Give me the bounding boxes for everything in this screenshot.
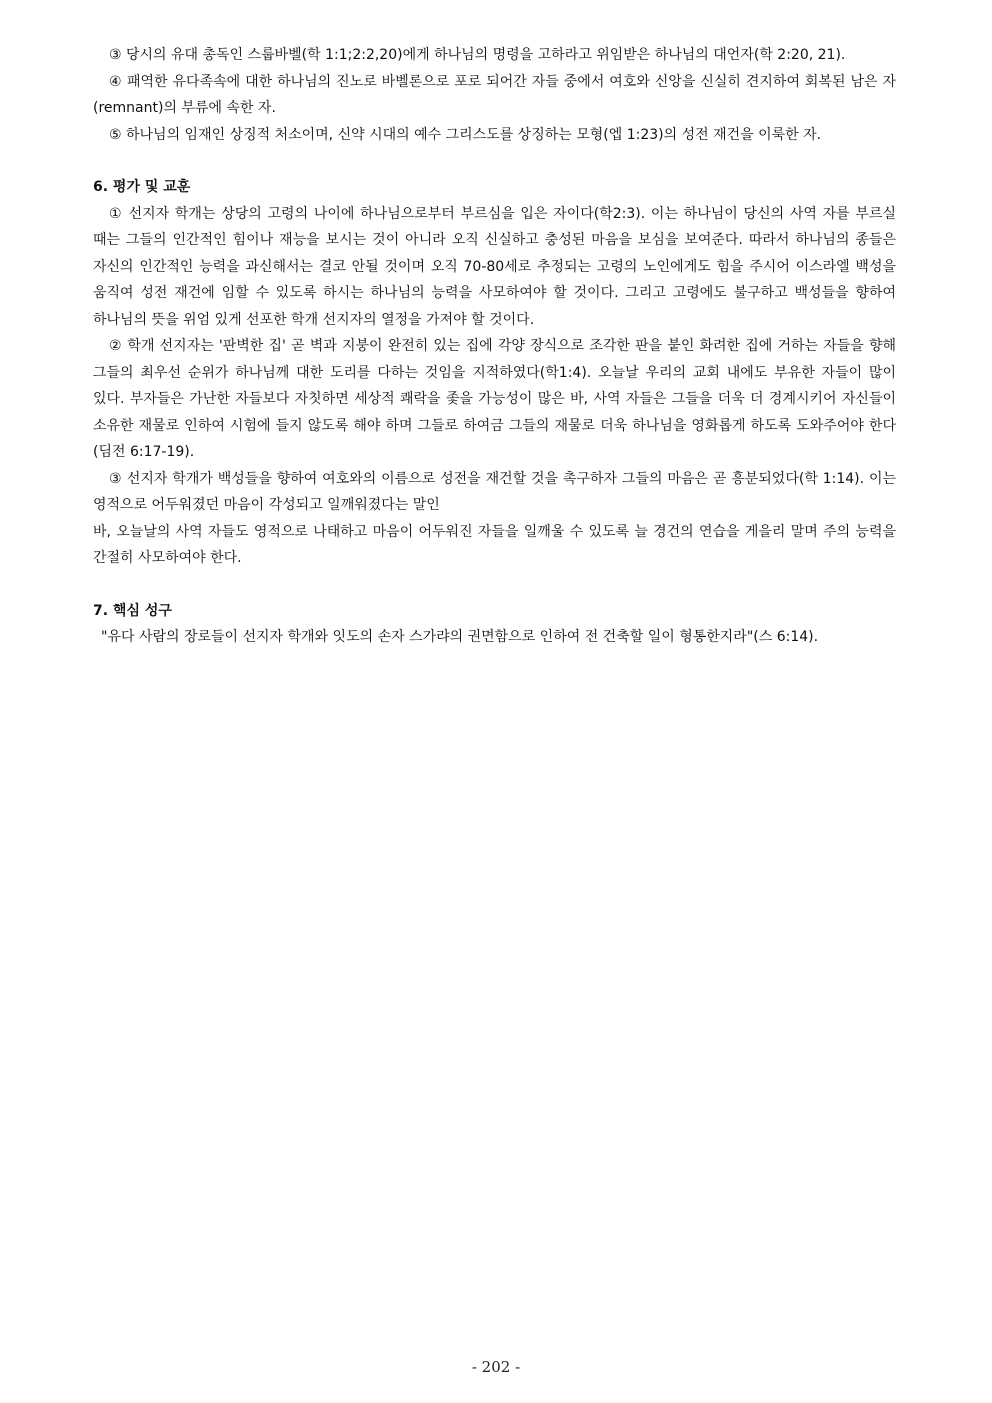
section6-item-2: ② 학개 선지자는 '판벽한 집' 곧 벽과 지붕이 완전히 있는 집에 각양 장식으로 조각한 판을 붙인 화려한 집에 거하는 자들을 향해 그들의 최우선 순위가 하나님께 대한 도리를 다하는 것임을 지적하였다(학1:4). 오늘날 우리의 교회 내에도 부유한 자들이 많이 있다. 부자들은 가난한 자들보다 자칫하면 세상적 쾌락을 좇을 가능성이 많은 바, 사역 자들은 그들을 더욱 더 경계시키어 자신들이 소유한 재물로 인하여 시험에 들지 않도록 해야 하며 그들로 하여금 그들의 재물로 더욱 하나님을 영화롭게 하도록 도와주어야 한다(딤전 6:17-19). [93, 338, 896, 460]
section6-heading: 6. 평가 및 교훈 [93, 179, 191, 195]
section-spacer [93, 148, 896, 174]
section-spacer [93, 572, 896, 598]
key-verse: "유다 사람의 장로들이 선지자 학개와 잇도의 손자 스가랴의 권면함으로 인하여 전 건축할 일이 형통한지라"(스 6:14). [101, 629, 819, 645]
document-page [93, 42, 896, 651]
section6-item-3-continued: 바, 오늘날의 사역 자들도 영적으로 나태하고 마음이 어두워진 자들을 일깨울 수 있도록 늘 경건의 연습을 게을리 말며 주의 능력을 간절히 사모하여야 한다. [93, 523, 896, 566]
section7-heading: 7. 핵심 성구 [93, 602, 172, 619]
section5-item-4: ④ 패역한 유다족속에 대한 하나님의 진노로 바벨론으로 포로 되어간 자들 중에서 여호와 신앙을 신실히 견지하여 회복된 남은 자(remnant)의 부류에 속한 자. [93, 73, 896, 116]
section6-item-1: ① 선지자 학개는 상당의 고령의 나이에 하나님으로부터 부르심을 입은 자이다(학2:3). 이는 하나님이 당신의 사역 자를 부르실 때는 그들의 인간적인 힘이나 재능을 보시는 것이 아니라 오직 신실하고 충성된 마음을 보심을 보여준다. 따라서 하나님의 종들은 자신의 인간적인 능력을 과신해서는 결코 안될 것이며 오직 70-80세로 추정되는 고령의 노인에게도 힘을 주시어 이스라엘 백성을 움직여 성전 재건에 임할 수 있도록 하시는 하나님의 능력을 사모하여야 할 것이다. 그리고 고령에도 불구하고 백성들을 향하여 하나님의 뜻을 위엄 있게 선포한 학개 선지자의 열정을 가져야 할 것이다. [93, 205, 896, 328]
section5-item-5: ⑤ 하나님의 임재인 상징적 처소이며, 신약 시대의 예수 그리스도를 상징하는 모형(엡 1:23)의 성전 재건을 이룩한 자. [109, 126, 822, 143]
section5-item-3: ③ 당시의 유대 총독인 스룹바벨(학 1:1;2:2,20)에게 하나님의 명령을 고하라고 위임받은 하나님의 대언자(학 2:20, 21). [109, 47, 846, 63]
page-number: - 202 - [471, 1358, 521, 1376]
section6-item-3: ③ 선지자 학개가 백성들을 향하여 여호와의 이름으로 성전을 재건할 것을 촉구하자 그들의 마음은 곧 흥분되었다(학 1:14). 이는 영적으로 어두워졌던 마음이 각성되고 일깨워졌다는 말인 [93, 470, 896, 513]
